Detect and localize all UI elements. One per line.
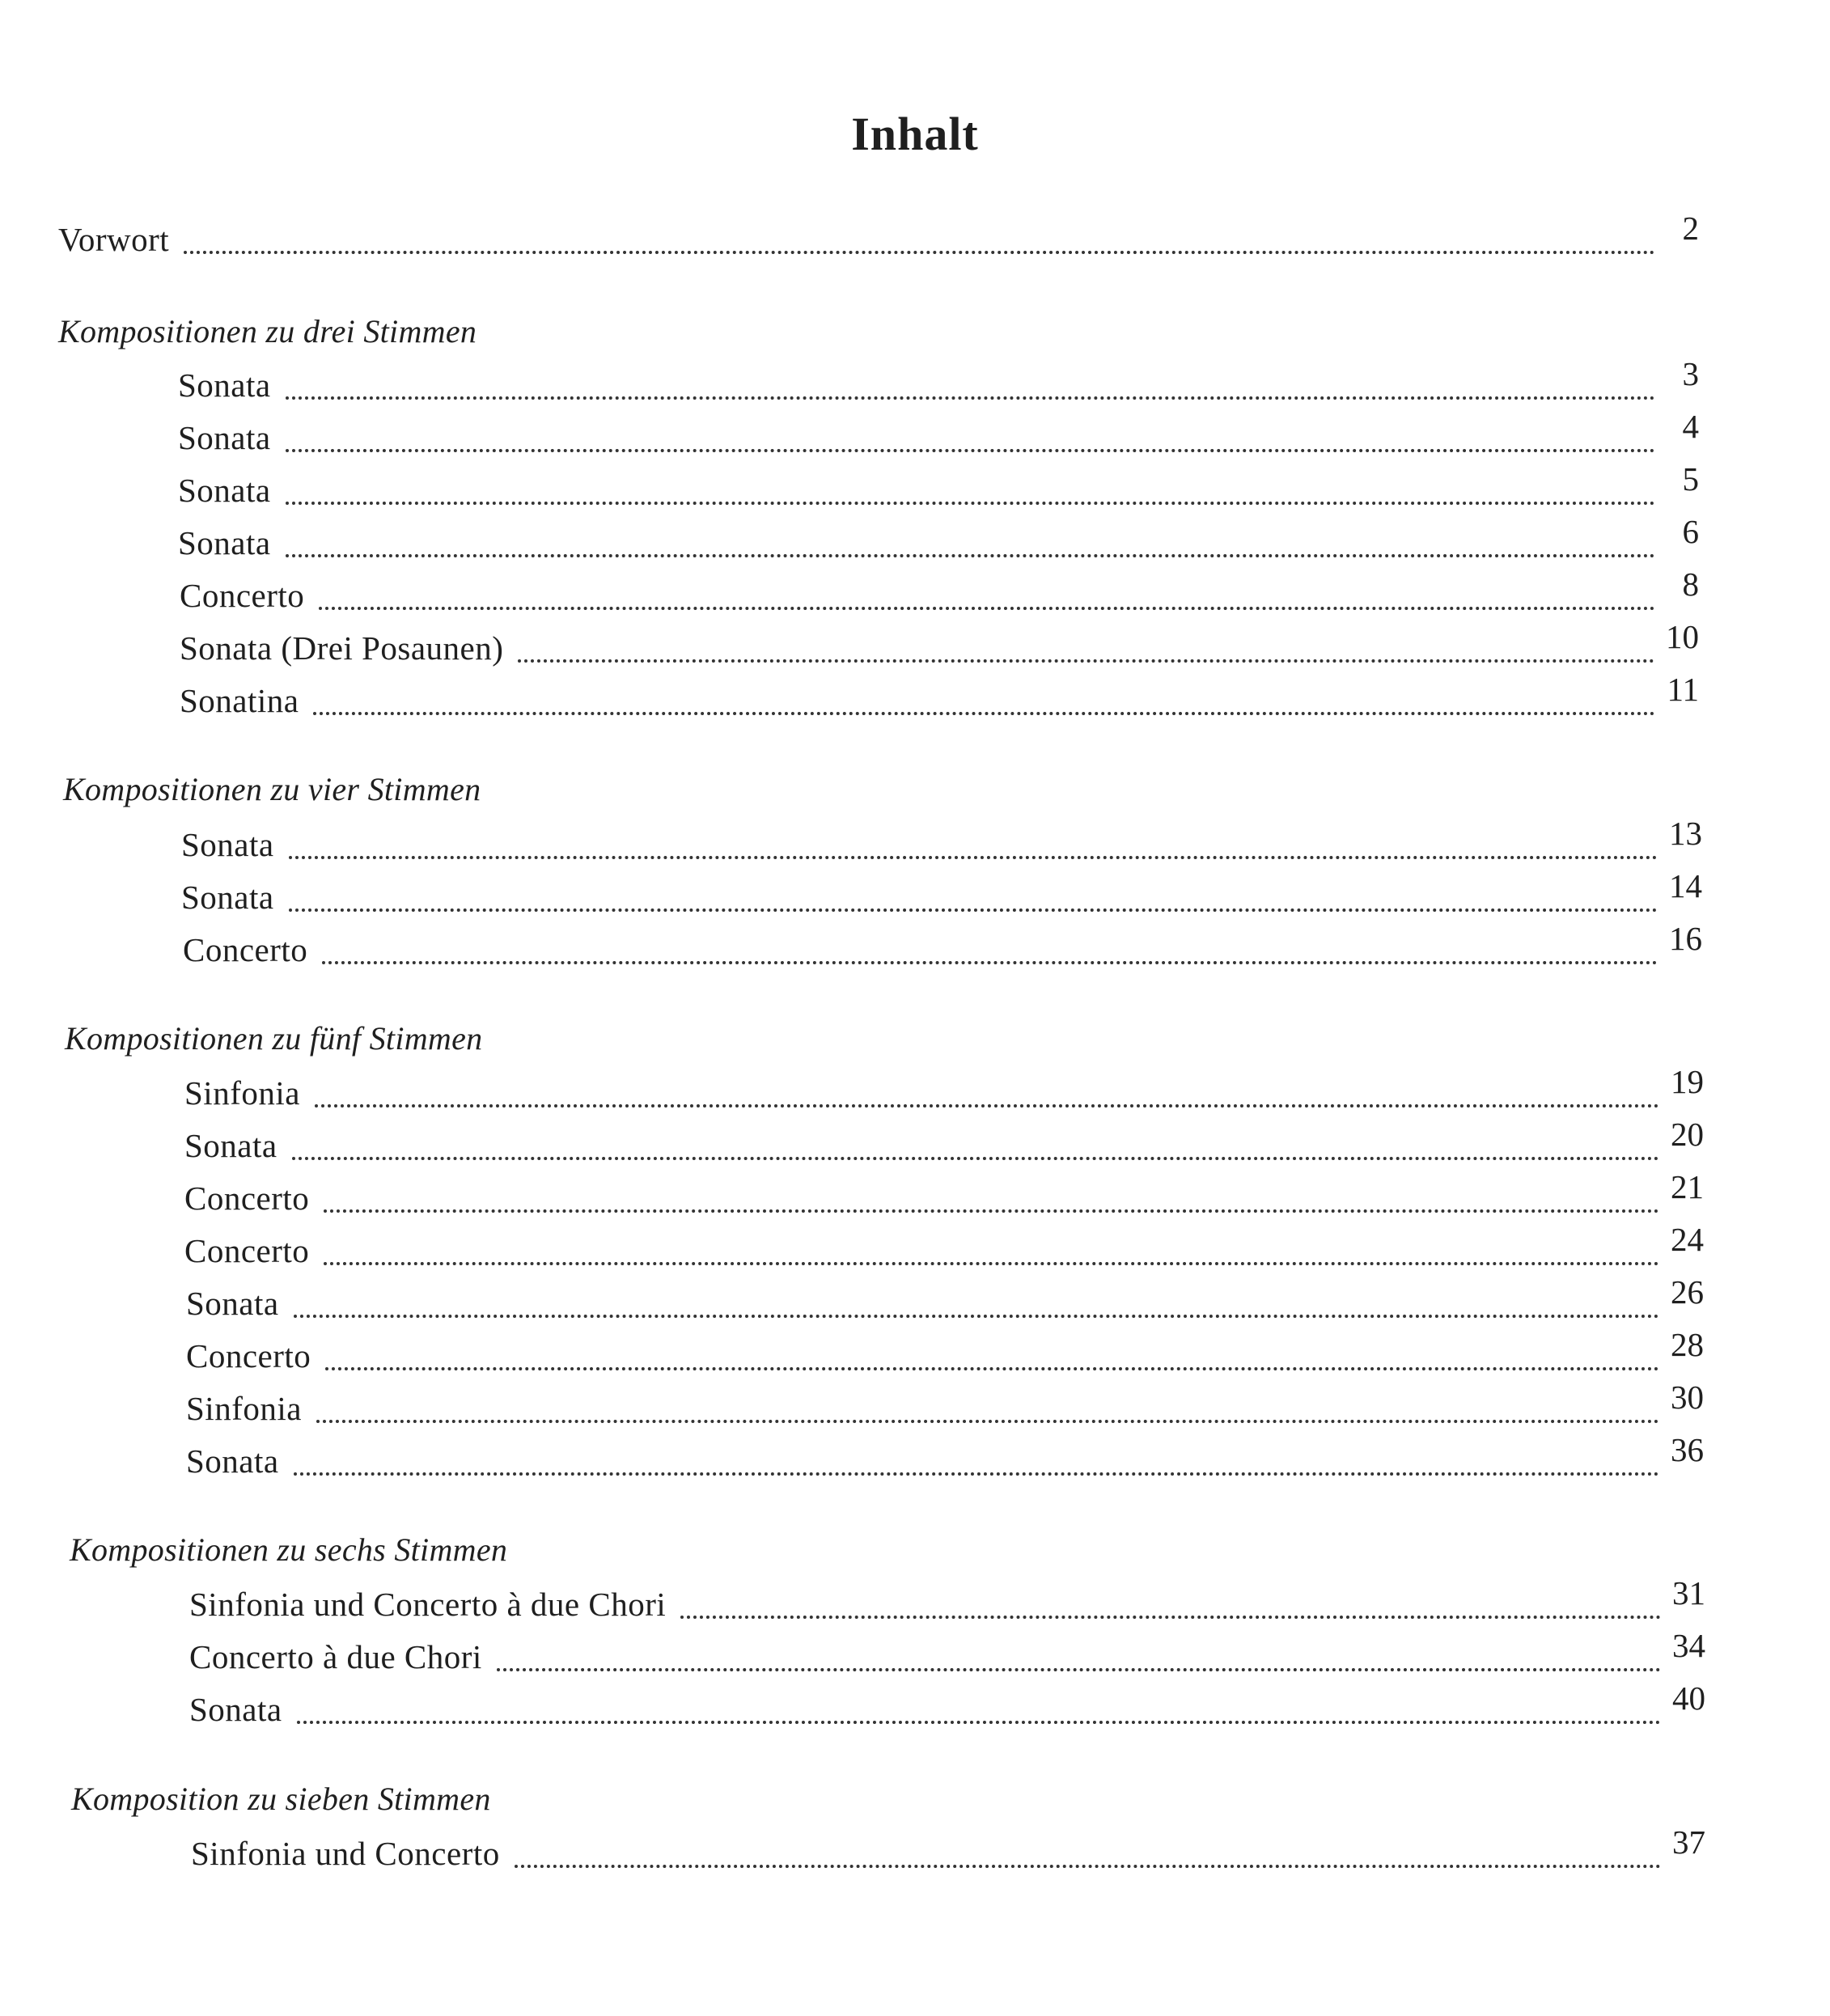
dot-leader bbox=[289, 853, 1658, 859]
toc-entry bbox=[181, 815, 1702, 867]
toc-entry-label: Sonatina bbox=[180, 682, 299, 719]
toc-entry-label: Sinfonia bbox=[186, 1390, 302, 1427]
toc-entry-label: Sonata (Drei Posaunen) bbox=[180, 629, 504, 667]
dot-leader bbox=[297, 1717, 1661, 1724]
toc-entry bbox=[189, 1627, 1705, 1679]
toc-entry-label: Concerto à due Chori bbox=[189, 1638, 482, 1675]
toc-entry-label: Concerto bbox=[186, 1337, 311, 1374]
toc-entry bbox=[186, 1326, 1704, 1379]
toc-entry-page: 8 bbox=[1682, 565, 1699, 603]
toc-entry-label: Vorwort bbox=[58, 221, 170, 258]
dot-leader bbox=[315, 1101, 1659, 1108]
dot-leader bbox=[680, 1612, 1661, 1619]
toc-entry-page: 40 bbox=[1672, 1679, 1705, 1717]
toc-entry-label: Sonata bbox=[181, 826, 274, 863]
toc-entry-page: 28 bbox=[1671, 1326, 1704, 1363]
toc-entry-label: Sonata bbox=[186, 1442, 279, 1480]
dot-leader bbox=[286, 498, 1655, 505]
toc-entry-label: Concerto bbox=[184, 1232, 310, 1269]
toc-entry-label: Sonata bbox=[178, 366, 271, 404]
toc-entry-page: 4 bbox=[1682, 408, 1699, 445]
dot-leader bbox=[497, 1665, 1661, 1671]
toc-entry-page: 36 bbox=[1671, 1431, 1704, 1468]
toc-entry-label: Concerto bbox=[180, 577, 305, 614]
toc-entry bbox=[189, 1679, 1705, 1732]
dot-leader bbox=[286, 446, 1655, 452]
toc-entry bbox=[184, 1221, 1704, 1273]
toc-entry-page: 26 bbox=[1671, 1273, 1704, 1311]
toc-entry-page: 2 bbox=[1682, 210, 1699, 247]
dot-leader bbox=[515, 1861, 1661, 1868]
toc-entry bbox=[180, 565, 1699, 618]
dot-leader bbox=[313, 709, 1655, 715]
toc-entry-page: 31 bbox=[1672, 1574, 1705, 1612]
toc-entry-page: 16 bbox=[1669, 920, 1702, 957]
dot-leader bbox=[518, 656, 1654, 663]
toc-entry bbox=[178, 513, 1699, 565]
toc-entry bbox=[184, 1168, 1704, 1221]
toc-entry-page: 5 bbox=[1682, 460, 1699, 498]
toc-entry bbox=[178, 355, 1699, 408]
dot-leader bbox=[324, 1259, 1659, 1265]
toc-entry-label: Sonata bbox=[186, 1285, 279, 1322]
toc-entry bbox=[181, 867, 1702, 920]
toc-entry-label: Sonata bbox=[189, 1691, 282, 1728]
toc-entry-page: 24 bbox=[1671, 1221, 1704, 1258]
toc-entry bbox=[184, 1063, 1704, 1116]
toc-entry-page: 21 bbox=[1671, 1168, 1704, 1205]
toc-entry bbox=[186, 1431, 1704, 1484]
dot-leader bbox=[316, 1417, 1659, 1423]
toc-entry-page: 13 bbox=[1669, 815, 1702, 852]
toc-entry-page: 34 bbox=[1672, 1627, 1705, 1664]
toc-entry-page: 3 bbox=[1682, 355, 1699, 392]
dot-leader bbox=[286, 393, 1655, 400]
toc-entry-label: Concerto bbox=[184, 1180, 310, 1217]
section-heading: Kompositionen zu sechs Stimmen bbox=[70, 1531, 508, 1568]
toc-entry bbox=[189, 1574, 1705, 1627]
toc-entry bbox=[180, 671, 1699, 723]
toc-entry bbox=[184, 1116, 1704, 1168]
section-heading: Kompositionen zu vier Stimmen bbox=[63, 771, 481, 807]
section-heading: Kompositionen zu drei Stimmen bbox=[58, 313, 477, 349]
dot-leader bbox=[286, 551, 1655, 557]
dot-leader bbox=[184, 248, 1655, 254]
toc-entry bbox=[191, 1823, 1705, 1876]
toc-entry-label: Sonata bbox=[178, 472, 271, 509]
toc-entry-page: 6 bbox=[1682, 513, 1699, 550]
dot-leader bbox=[294, 1469, 1659, 1476]
toc-entry bbox=[186, 1273, 1704, 1326]
toc-entry bbox=[178, 460, 1699, 513]
page-title: Inhalt bbox=[851, 108, 979, 160]
toc-entry-page: 11 bbox=[1667, 671, 1699, 708]
toc-entry-page: 30 bbox=[1671, 1379, 1704, 1416]
toc-entry-preface bbox=[58, 210, 1699, 262]
toc-entry-label: Sinfonia und Concerto à due Chori bbox=[189, 1586, 667, 1623]
dot-leader bbox=[325, 1364, 1659, 1370]
toc-entry-label: Concerto bbox=[183, 931, 308, 968]
toc-entry-label: Sinfonia bbox=[184, 1074, 300, 1112]
dot-leader bbox=[292, 1154, 1659, 1160]
toc-entry bbox=[186, 1379, 1704, 1431]
dot-leader bbox=[294, 1311, 1659, 1318]
section-heading: Komposition zu sieben Stimmen bbox=[71, 1781, 491, 1817]
toc-entry bbox=[183, 920, 1702, 972]
toc-entry-page: 37 bbox=[1672, 1823, 1705, 1861]
toc-entry-label: Sonata bbox=[178, 524, 271, 561]
toc-entry bbox=[180, 618, 1699, 671]
section-heading: Kompositionen zu fünf Stimmen bbox=[65, 1020, 483, 1057]
toc-entry-label: Sonata bbox=[184, 1127, 277, 1164]
toc-entry-page: 10 bbox=[1666, 618, 1699, 655]
toc-entry-label: Sonata bbox=[178, 419, 271, 456]
toc-entry bbox=[178, 408, 1699, 460]
dot-leader bbox=[319, 604, 1655, 610]
dot-leader bbox=[324, 1206, 1659, 1213]
toc-entry-page: 14 bbox=[1669, 867, 1702, 904]
toc-entry-page: 19 bbox=[1671, 1063, 1704, 1100]
toc-entry-label: Sinfonia und Concerto bbox=[191, 1835, 500, 1872]
dot-leader bbox=[322, 958, 1658, 964]
dot-leader bbox=[289, 905, 1658, 912]
toc-entry-label: Sonata bbox=[181, 879, 274, 916]
toc-entry-page: 20 bbox=[1671, 1116, 1704, 1153]
